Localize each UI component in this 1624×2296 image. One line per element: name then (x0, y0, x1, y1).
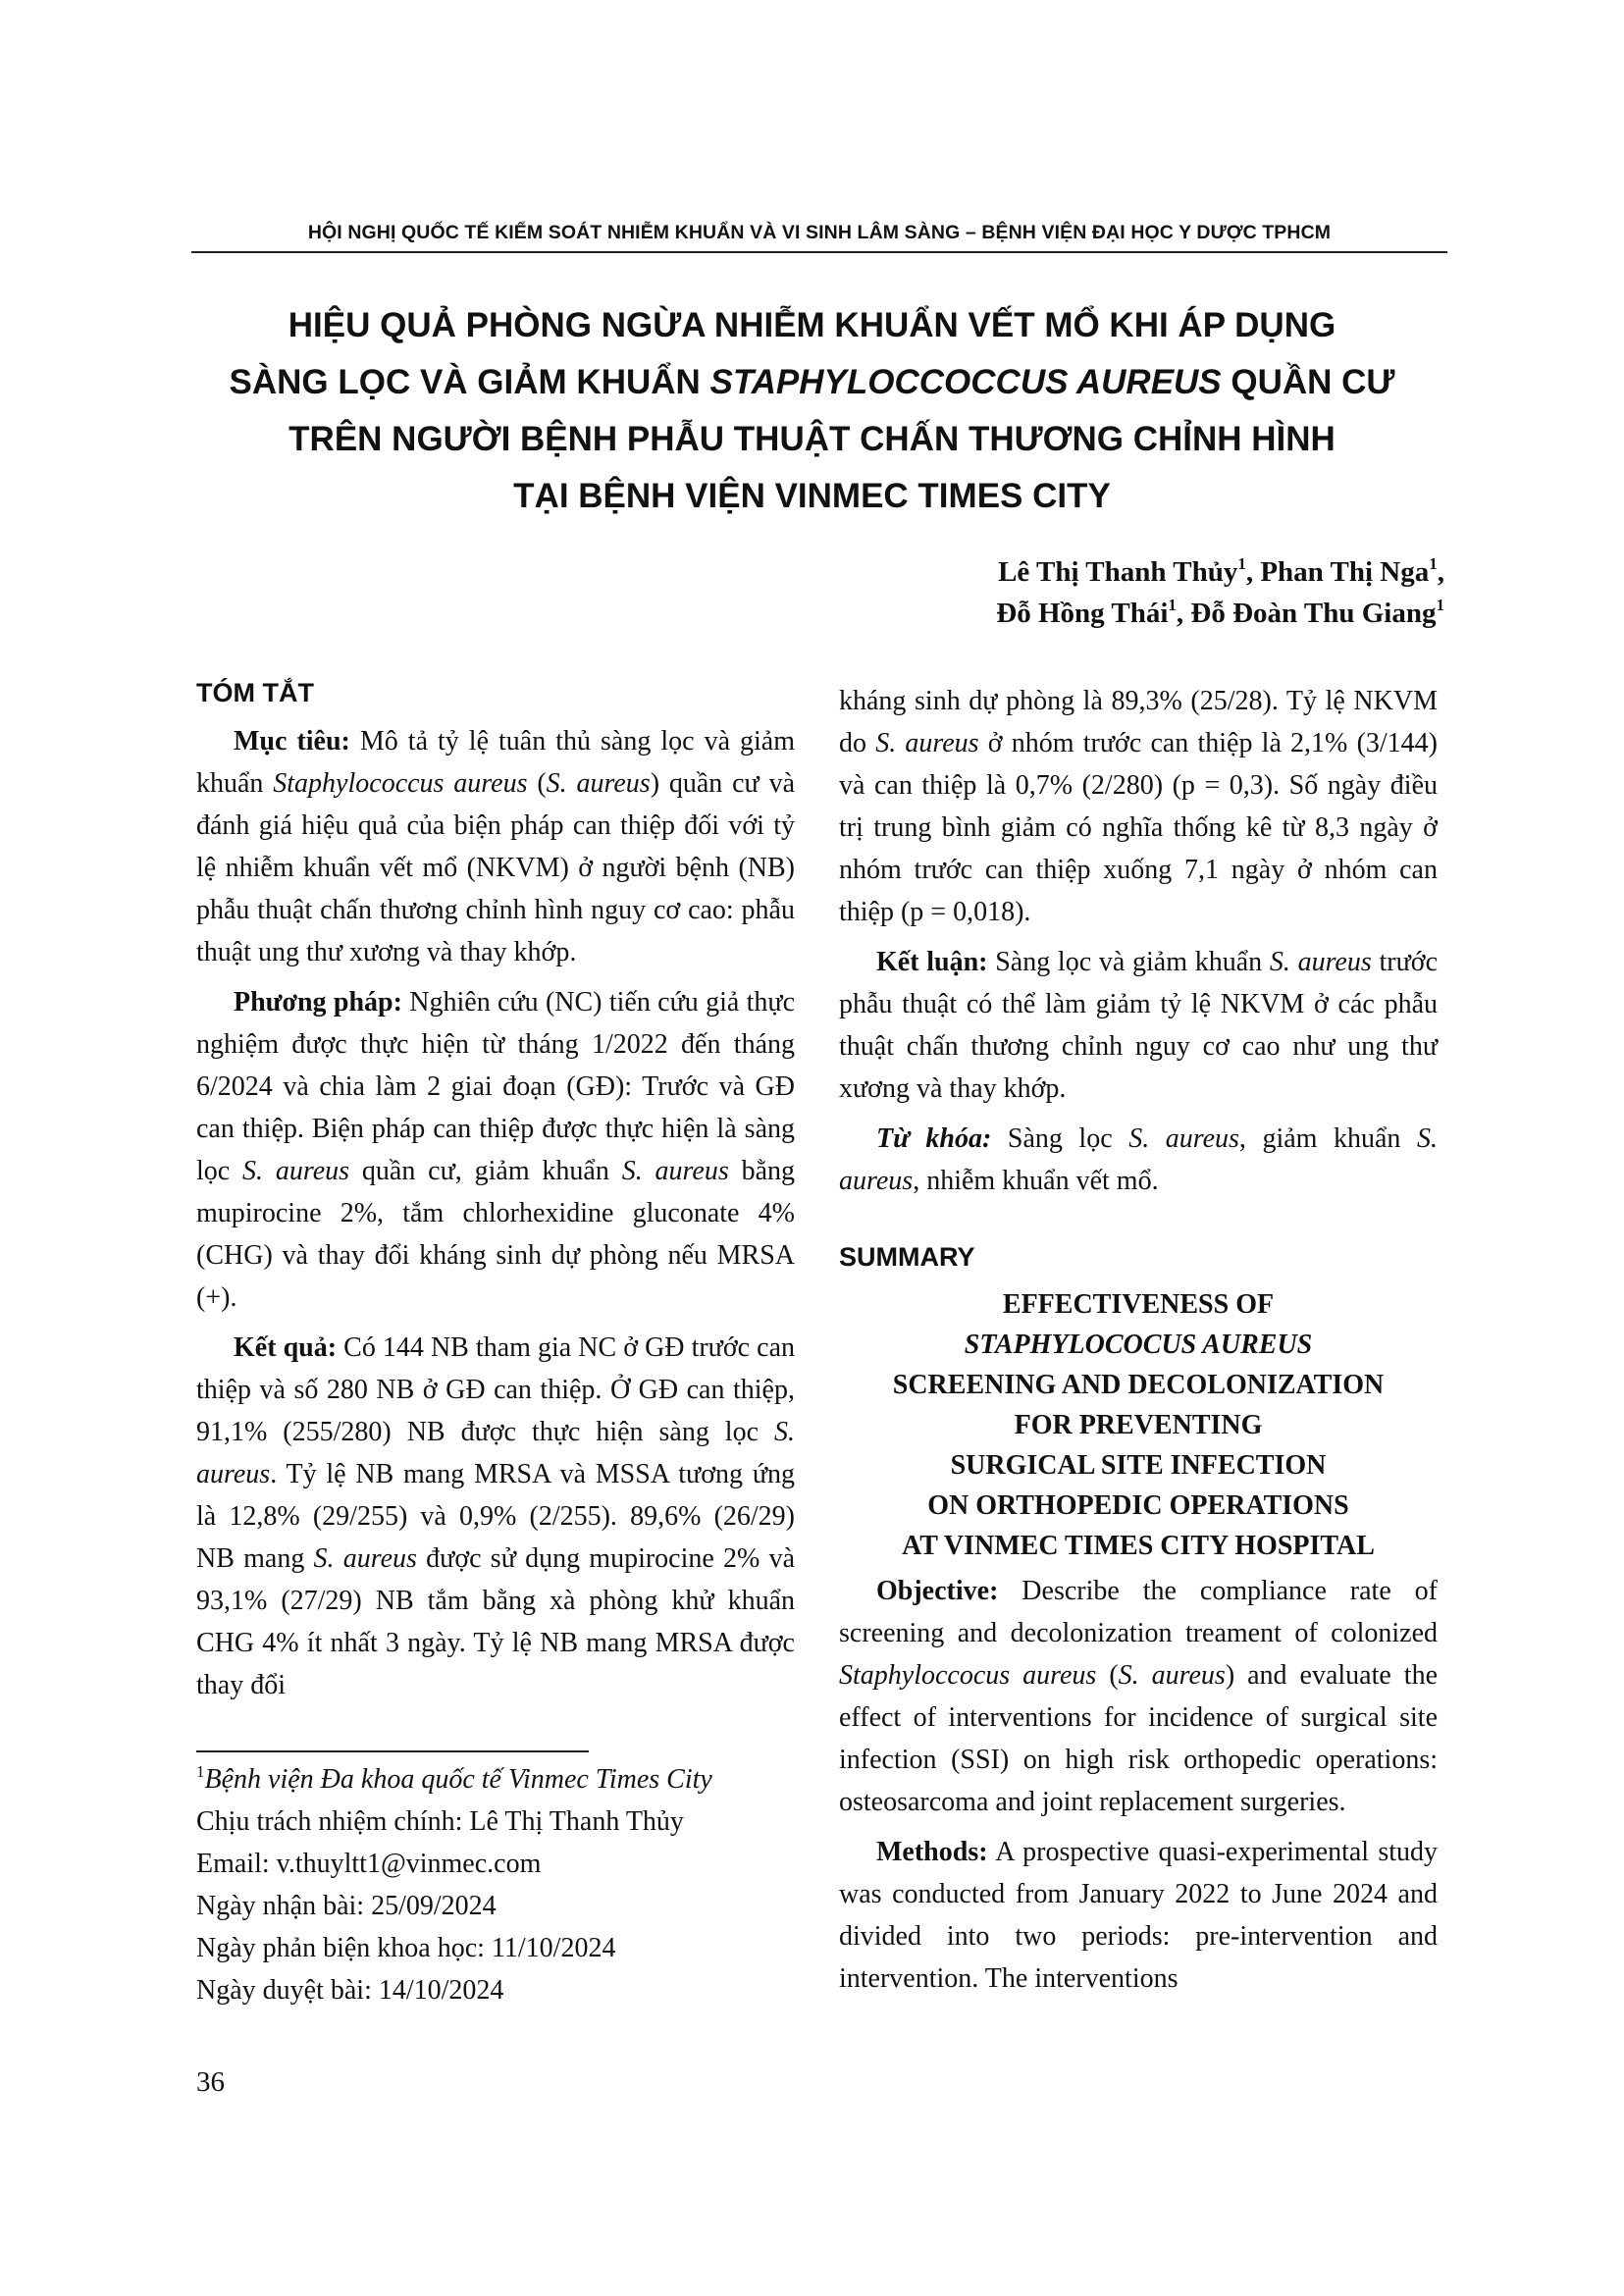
results-label: Kết quả: (234, 1332, 338, 1363)
species-abbrev: S. aureus (1128, 1123, 1239, 1154)
author-4: Đỗ Đoàn Thu Giang (1190, 598, 1437, 629)
footnote-aff-mark: 1 (196, 1762, 205, 1781)
results-text: được sử dụng mupirocine 2% và 93,1% (27/29) NB tắm bằng xà phòng khử khuẩn CHG 4% ít nhất 3 ngày. Tỷ lệ NB mang MRSA được thay đổi (196, 1543, 795, 1700)
results-text: . Tỷ lệ NB mang MRSA và MSSA tương ứng là 12,8% (29/255) và 0,9% (2/255). 89,6% (26/29) NB mang (196, 1459, 795, 1574)
species-name: Staphyloccocus aureus (839, 1660, 1097, 1691)
methods-label: Phương pháp: (234, 987, 402, 1018)
right-column (839, 680, 1438, 2008)
author-sep: , (1245, 556, 1261, 588)
objective-text: ) quần cư và đánh giá hiệu quả của biện pháp can thiệp đối với tỷ lệ nhiễm khuẩn vết mổ (NKVM) ở người bệnh (NB) phẫu thuật chấn thương chỉnh hình nguy cơ cao: phẫu thuật ung thư xương và thay khớp. (196, 768, 795, 967)
objective-paragraph (196, 720, 795, 973)
header-rule (191, 251, 1447, 253)
title-line-4: TẠI BỆNH VIỆN VINMEC TIMES CITY (513, 477, 1111, 515)
species-abbrev: S. aureus (839, 1123, 1438, 1196)
abstract-heading: TÓM TẮT (196, 678, 314, 707)
objective-text: Mô tả tỷ lệ tuân thủ sàng lọc và giảm khuẩn (196, 726, 795, 799)
authors-line-2 (996, 593, 1444, 634)
english-title-line: FOR PREVENTING (1014, 1410, 1263, 1440)
english-title-line: SURGICAL SITE INFECTION (950, 1450, 1327, 1481)
author-4-aff: 1 (1436, 596, 1444, 614)
english-title-line: AT VINMEC TIMES CITY HOSPITAL (902, 1531, 1375, 1561)
english-title-line: ON ORTHOPEDIC OPERATIONS (927, 1490, 1349, 1521)
en-objective-text: ) and evaluate the effect of interventions for incidence of surgical site infection (SSI) on high risk orthopedic operations: osteosarcoma and joint replacement surgeries. (839, 1660, 1439, 1817)
en-objective-label: Objective: (876, 1576, 999, 1606)
title-line-1: HIỆU QUẢ PHÒNG NGỪA NHIỄM KHUẨN VẾT MỔ KHI ÁP DỤNG (288, 306, 1336, 344)
objective-text: ( (527, 768, 547, 799)
running-header: HỘI NGHỊ QUỐC TẾ KIỂM SOÁT NHIỄM KHUẨN VÀ VI SINH LÂM SÀNG – BỆNH VIỆN ĐẠI HỌC Y DƯỢC TPHCM (307, 222, 1332, 243)
methods-text: bằng mupirocine 2%, tắm chlorhexidine gluconate 4% (CHG) và thay đổi kháng sinh dự phòng nếu MRSA (+). (196, 1156, 795, 1313)
keywords-text: , giảm khuẩn (1238, 1123, 1417, 1154)
authors-line-1 (996, 551, 1444, 593)
footnote-corresponding: Chịu trách nhiệm chính: Lê Thị Thanh Thủy (196, 1806, 684, 1837)
en-methods-text: A prospective quasi-experimental study was conducted from January 2022 to June 2024 and divided into two periods: pre-intervention and intervention. The interventions (839, 1837, 1438, 1994)
results-text: Có 144 NB tham gia NC ở GĐ trước can thiệp và số 280 NB ở GĐ can thiệp. Ở GĐ can thiệp, 91,1% (255/280) NB được thực hiện sàng lọc (196, 1332, 796, 1447)
author-sep: , (1176, 598, 1191, 629)
left-column (196, 673, 795, 1714)
author-1-aff: 1 (1237, 554, 1246, 573)
keywords-text: , nhiễm khuẩn vết mổ. (913, 1166, 1159, 1196)
methods-text: quần cư, giảm khuẩn (349, 1156, 622, 1186)
species-abbrev: S. aureus (621, 1156, 729, 1186)
title-line-2-species: STAPHYLOCCOCCUS AUREUS (709, 363, 1222, 401)
methods-paragraph (196, 981, 795, 1319)
species-abbrev: S. aureus (875, 728, 979, 758)
objective-label: Mục tiêu: (234, 726, 350, 757)
species-abbrev: S. aureus (313, 1543, 417, 1574)
author-2-aff: 1 (1429, 554, 1438, 573)
en-objective-text: Describe the compliance rate of screening and decolonization treament of colonized (839, 1576, 1438, 1648)
conclusion-text: trước phẫu thuật có thể làm giảm tỷ lệ NKVM ở các phẫu thuật chấn thương chỉnh nguy cơ cao như ung thư xương và thay khớp. (839, 947, 1438, 1104)
footnote-affiliation (196, 1758, 824, 1800)
summary-heading: SUMMARY (839, 1242, 975, 1272)
english-title-line: SCREENING AND DECOLONIZATION (892, 1370, 1385, 1400)
species-abbrev: S. aureus (546, 768, 651, 799)
species-name: Staphylococcus aureus (273, 768, 528, 799)
title-line-2-a: SÀNG LỌC VÀ GIẢM KHUẨN (229, 363, 710, 401)
results-text: kháng sinh dự phòng là 89,3% (25/28). Tỷ lệ NKVM do (839, 686, 1438, 758)
title-line-2-c: QUẦN CƯ (1221, 363, 1395, 401)
author-2: Phan Thị Nga (1260, 556, 1430, 588)
conclusion-label: Kết luận: (876, 947, 988, 977)
keywords-label: Từ khóa: (876, 1123, 992, 1154)
en-methods-label: Methods: (876, 1837, 988, 1867)
footnote-rule (196, 1750, 589, 1752)
english-title-line (839, 1325, 1438, 1365)
species-abbrev: S. aureus (242, 1156, 350, 1186)
footnote-received: Ngày nhận bài: 25/09/2024 (196, 1891, 497, 1921)
author-3: Đỗ Hồng Thái (996, 598, 1169, 629)
english-title-species: STAPHYLOCOCUS AUREUS (964, 1330, 1313, 1360)
page-number: 36 (196, 2066, 225, 2098)
footnote-reviewed: Ngày phản biện khoa học: 11/10/2024 (196, 1933, 616, 1963)
footnote-accepted: Ngày duyệt bài: 14/10/2024 (196, 1975, 504, 2006)
en-objective-text: ( (1096, 1660, 1119, 1691)
article-title (157, 297, 1467, 525)
en-methods-paragraph (839, 1831, 1438, 2000)
author-3-aff: 1 (1168, 596, 1177, 614)
conclusion-paragraph (839, 941, 1438, 1110)
results-paragraph (196, 1327, 795, 1706)
results-continued (839, 680, 1438, 933)
species-abbrev: S. aureus (1118, 1660, 1226, 1691)
en-objective-paragraph (839, 1570, 1438, 1823)
keywords-text: Sàng lọc (991, 1123, 1129, 1154)
title-line-2 (157, 354, 1467, 411)
keywords-paragraph (839, 1118, 1438, 1202)
methods-text: Nghiên cứu (NC) tiến cứu giả thực nghiệm được thực hiện từ tháng 1/2022 đến tháng 6/2024 và chia làm 2 giai đoạn (GĐ): Trước và GĐ can thiệp. Biện pháp can thiệp được thực hiện là sàng lọc (196, 987, 795, 1186)
footnotes (196, 1758, 824, 2011)
english-title-line: EFFECTIVENESS OF (1002, 1289, 1275, 1320)
footnote-email: Email: v.thuyltt1@vinmec.com (196, 1849, 542, 1879)
footnote-affiliation-text: Bệnh viện Đa khoa quốc tế Vinmec Times City (204, 1764, 712, 1795)
english-title (839, 1284, 1438, 1566)
results-text: ở nhóm trước can thiệp là 2,1% (3/144) và can thiệp là 0,7% (2/280) (p = 0,3). Số ngày điều trị trung bình giảm có nghĩa thống kê từ 8,3 ngày ở nhóm trước can thiệp xuống 7,1 ngày ở nhóm can thiệp (p = 0,018). (839, 728, 1439, 927)
author-sep: , (1437, 556, 1444, 588)
author-1: Lê Thị Thanh Thủy (998, 556, 1238, 588)
conclusion-text: Sàng lọc và giảm khuẩn (987, 947, 1270, 977)
species-abbrev: S. aureus (1269, 947, 1372, 977)
species-abbrev: S. aureus (196, 1417, 795, 1489)
authors (996, 551, 1444, 634)
title-line-3: TRÊN NGƯỜI BỆNH PHẪU THUẬT CHẤN THƯƠNG CHỈNH HÌNH (288, 420, 1336, 458)
